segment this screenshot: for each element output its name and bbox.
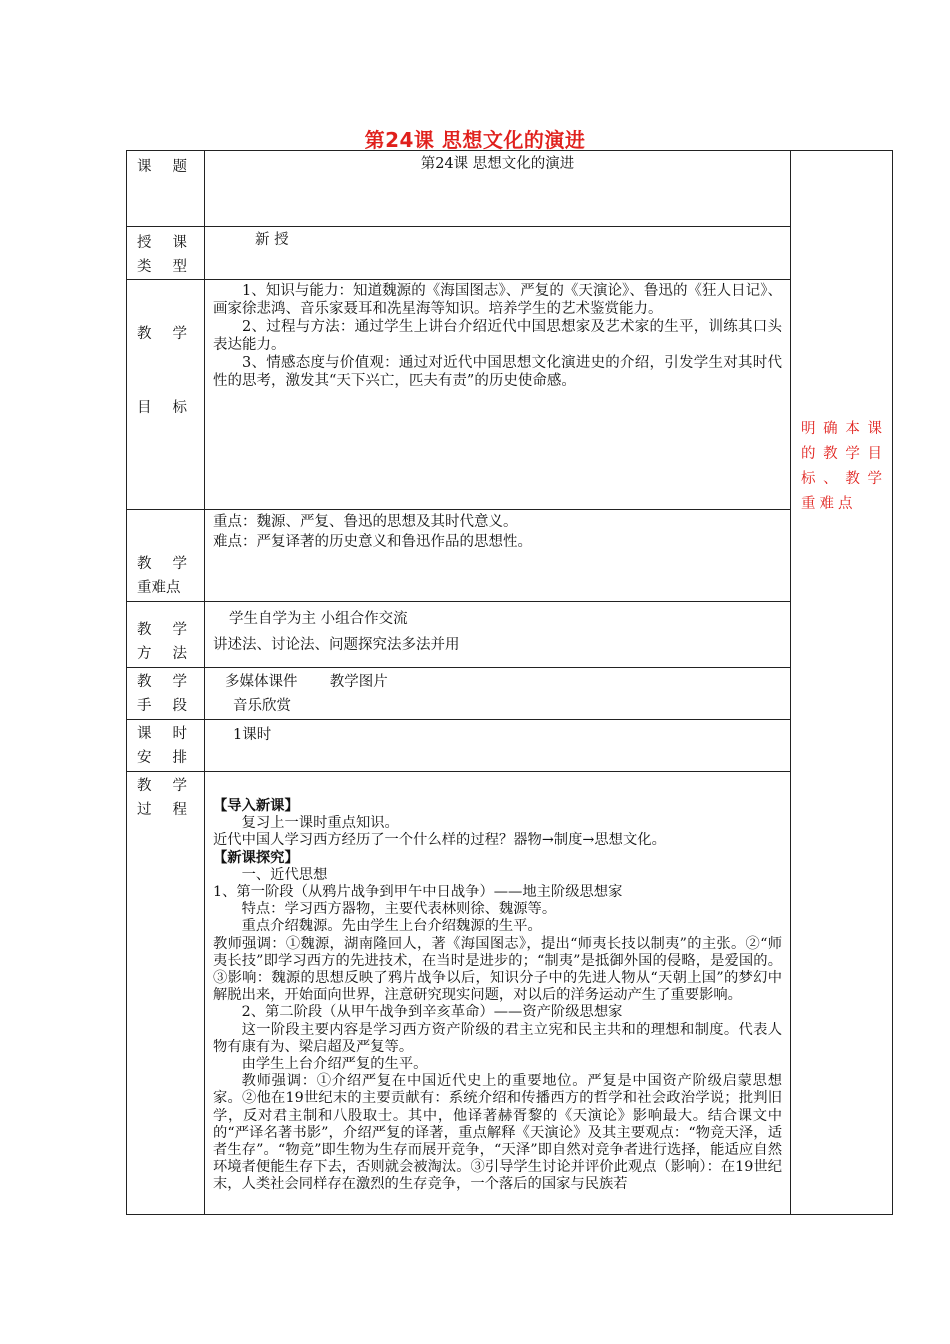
goal-item: 1、知识与能力：知道魏源的《海国图志》、严复的《天演论》、鲁迅的《狂人日记》、画家徐悲鸿、音乐家聂耳和冼星海等知识。培养学生的艺术鉴赏能力。 — [213, 283, 782, 317]
stage-text: 这一阶段主要内容是学习西方资产阶级的君主立宪和民主共和的理想和制度。代表人物有康有为、梁启超及严复等。 — [213, 1021, 782, 1055]
intro-question: 近代中国人学习西方经历了一个什么样的过程？器物→制度→思想文化。 — [213, 832, 666, 849]
key-point: 重点：魏源、严复、鲁迅的思想及其时代意义。 — [213, 514, 518, 530]
section-heading: 一、近代思想 — [241, 866, 328, 883]
label-keypoints — [127, 510, 205, 602]
topic-value-cell — [205, 151, 791, 227]
label-goals — [127, 280, 205, 510]
label-char: 方 — [137, 646, 152, 662]
means-line: 多媒体课件 教学图片 — [225, 674, 388, 690]
label-char: 型 — [172, 259, 187, 275]
label-char: 教 — [137, 674, 152, 690]
intro-review: 复习上一课时重点知识。 — [241, 815, 399, 832]
stage-text: 重点介绍魏源。先由学生上台介绍魏源的生平。 — [241, 918, 542, 935]
label-char: 手 — [137, 698, 152, 714]
row-type — [127, 227, 893, 280]
goals-content-cell — [205, 280, 791, 510]
teacher-note: 教师强调：①介绍严复在中国近代史上的重要地位。严复是中国资产阶级启蒙思想家。②他在19世纪末的主要贡献有：系统介绍和传播西方的哲学和社会政治学说；批判旧学，反对君主制和八股取士。其中，他译著赫胥黎的《天演论》影响最大。结合课文中的“严译名著书影”，介绍严复的译著，重点解释《天演论》及其主要观点：“物竞天泽，适者生存”。“物竞”即生物为生存而展开竞争，“天泽”即自然对竞争者进行选择，能适应自然环境者便能生存下去，否则就会被淘汰。③引导学生讨论并评价此观点（影响）：在19世纪末，人类社会同样存在激烈的生存竞争，一个落后的国家与民族若 — [213, 1073, 782, 1193]
label-char: 教 — [137, 556, 152, 572]
label-char: 法 — [172, 646, 187, 662]
label-char: 学 — [172, 674, 187, 690]
label-schedule — [127, 720, 205, 772]
method-line: 学生自学为主 小组合作交流 — [229, 611, 408, 627]
label-char: 教 — [137, 326, 152, 342]
row-topic — [127, 151, 893, 227]
side-note: 明确本课的教学目标、教学重难点 — [801, 421, 886, 512]
label-char: 目 — [137, 400, 152, 416]
process-content-cell — [205, 772, 791, 1215]
label-means — [127, 668, 205, 720]
label-char: 教 — [137, 778, 152, 794]
row-keypoints — [127, 510, 893, 602]
label-char: 过 — [137, 802, 152, 818]
lesson-plan-table — [126, 150, 893, 1215]
row-means — [127, 668, 893, 720]
goal-item: 3、情感态度与价值观：通过对近代中国思想文化演进史的介绍，引发学生对其时代性的思考，激发其“天下兴亡，匹夫有责”的历史使命感。 — [213, 355, 782, 389]
label-char: 教 — [137, 622, 152, 638]
method-line: 讲述法、讨论法、问题探究法多法并用 — [213, 637, 460, 653]
label-char: 安 — [137, 750, 152, 766]
label-char: 程 — [172, 802, 187, 818]
label-type — [127, 227, 205, 280]
schedule-content-cell — [205, 720, 791, 772]
label-topic — [127, 151, 205, 227]
intro-heading: 【导入新课】 — [213, 798, 299, 814]
topic-value: 第24课 思想文化的演进 — [420, 156, 575, 172]
type-value: 新 授 — [255, 232, 289, 248]
label-process — [127, 772, 205, 1215]
explore-heading: 【新课探究】 — [213, 849, 299, 866]
label-char: 类 — [137, 259, 152, 275]
label-char: 标 — [172, 400, 187, 416]
type-value-cell — [205, 227, 791, 280]
method-content-cell — [205, 602, 791, 668]
document-title: 第24课 思想文化的演进 — [364, 128, 586, 152]
label-char: 学 — [172, 778, 187, 794]
keypoints-content-cell — [205, 510, 791, 602]
side-note-cell — [791, 151, 893, 1215]
goal-item: 2、过程与方法：通过学生上讲台介绍近代中国思想家及艺术家的生平，训练其口头表达能力。 — [213, 319, 782, 353]
label-char: 段 — [172, 698, 187, 714]
label-char: 时 — [172, 726, 187, 742]
stage-heading: 2、第二阶段（从甲午战争到辛亥革命）——资产阶级思想家 — [241, 1004, 623, 1021]
label-method — [127, 602, 205, 668]
means-content-cell — [205, 668, 791, 720]
stage-text: 由学生上台介绍严复的生平。 — [241, 1056, 428, 1073]
label-char: 学 — [172, 326, 187, 342]
row-schedule — [127, 720, 893, 772]
means-line: 音乐欣赏 — [233, 698, 291, 714]
stage-heading: 1、第一阶段（从鸦片战争到甲午中日战争）——地主阶级思想家 — [213, 884, 623, 901]
row-process — [127, 772, 893, 1215]
stage-text: 特点：学习西方器物，主要代表林则徐、魏源等。 — [241, 901, 557, 918]
label-char: 排 — [172, 750, 187, 766]
label-char: 学 — [172, 622, 187, 638]
label-char: 学 — [172, 556, 187, 572]
teacher-note: 教师强调：①魏源，湖南隆回人，著《海国图志》，提出“师夷长技以制夷”的主张。②“师夷长技”即学习西方的先进技术，在当时是进步的；“制夷”是抵御外国的侵略，是爱国的。③影响：魏源的思想反映了鸦片战争以后，知识分子中的先进人物从“天朝上国”的梦幻中解脱出来，开始面向世界，注意研究现实问题，对以后的洋务运动产生了重要影响。 — [213, 935, 782, 1004]
row-goals — [127, 280, 893, 510]
schedule-value: 1课时 — [233, 727, 272, 743]
row-method — [127, 602, 893, 668]
label-char: 课 — [137, 159, 152, 175]
label-char: 课 — [172, 235, 187, 251]
label-char: 授 — [137, 235, 152, 251]
label-text: 重难点 — [137, 580, 181, 596]
label-char: 题 — [172, 159, 187, 175]
label-char: 课 — [137, 726, 152, 742]
difficult-point: 难点：严复译著的历史意义和鲁迅作品的思想性。 — [213, 534, 532, 550]
